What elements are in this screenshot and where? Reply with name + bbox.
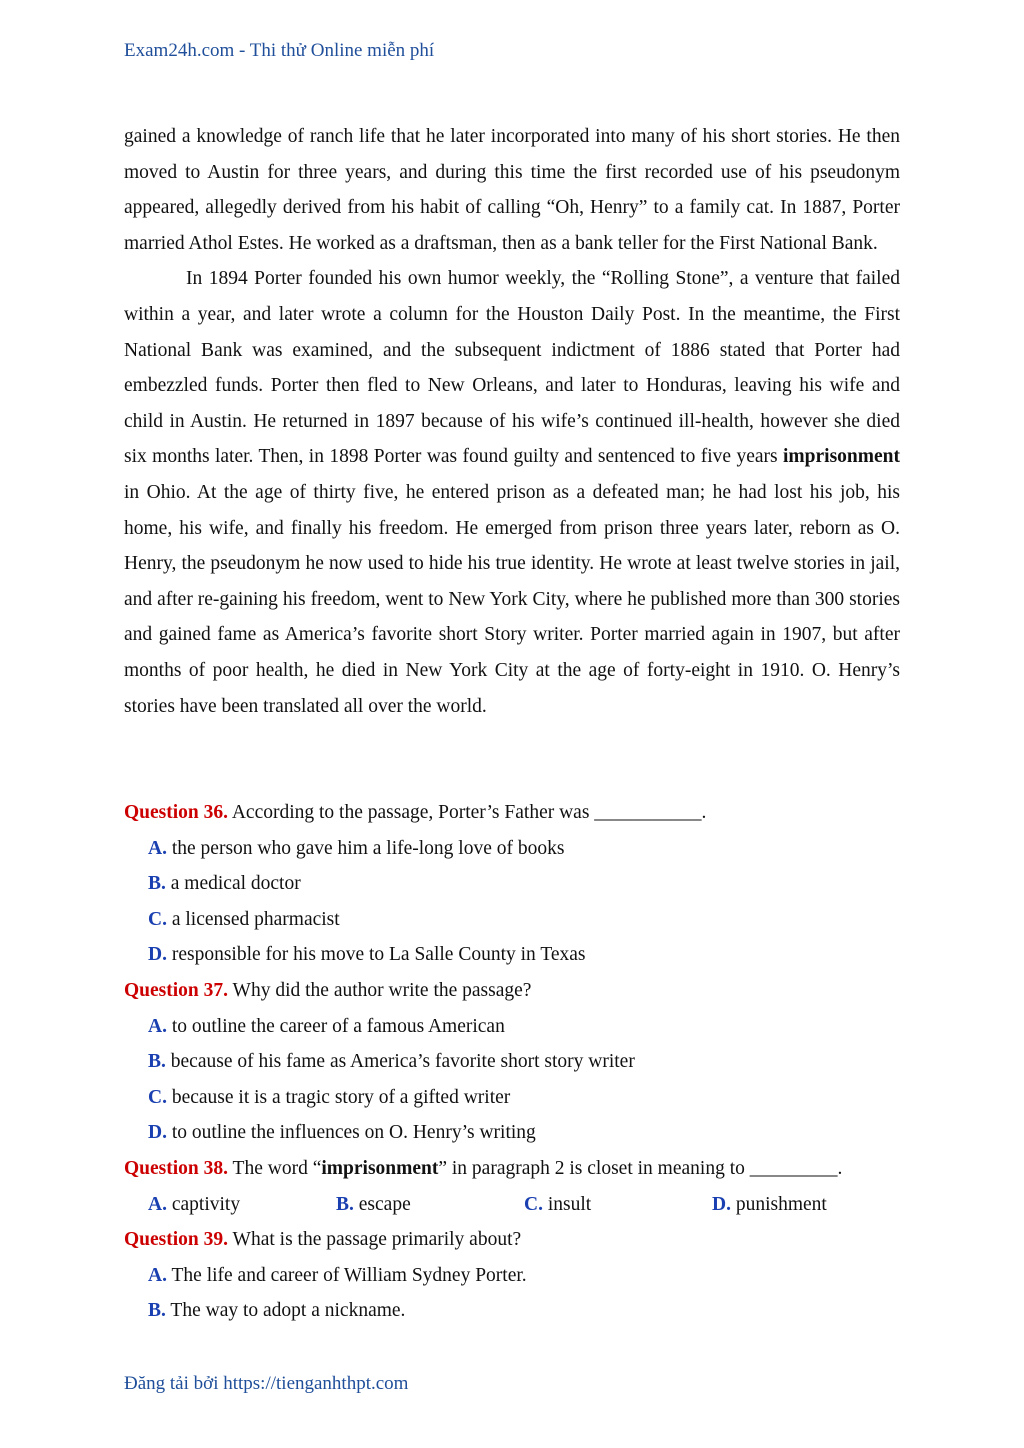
page-header: Exam24h.com - Thi thử Online miễn phí (124, 40, 435, 61)
question-label: Question 38. (124, 1157, 229, 1179)
option-37-c[interactable]: C. because it is a tragic story of a gifted writer (148, 1086, 511, 1108)
reading-passage (124, 119, 900, 724)
passage-p2-before: In 1894 Porter founded his own humor weekly, the “Rolling Stone”, a venture that failed within a year, and later wrote a column for the Houston Daily Post. In the meantime, the First National Bank was examined, and the subsequent indictment of 1886 stated that Porter had embezzled funds. Porter then fled to New Orleans, and later to Honduras, leaving his wife and child in Austin. He returned in 1897 because of his wife’s continued ill-health, however she died six months later. Then, in 1898 Porter was found guilty and sentenced to five years (124, 268, 900, 468)
question-36 (124, 795, 900, 831)
passage-paragraph-2 (124, 261, 900, 724)
question-list (124, 795, 900, 1329)
question-label: Question 37. (124, 979, 229, 1001)
options-row-38 (124, 1187, 900, 1223)
option-37-a[interactable]: A. to outline the career of a famous American (148, 1015, 505, 1037)
question-37 (124, 973, 900, 1009)
question-38: Question 38. The word “imprisonment” in paragraph 2 is closet in meaning to _________. (124, 1157, 843, 1179)
option-36-d[interactable]: D. responsible for his move to La Salle County in Texas (148, 944, 586, 966)
option-38-b[interactable]: B. escape (336, 1193, 411, 1215)
question-label: Question 36. (124, 802, 229, 823)
passage-p2-after: in Ohio. At the age of thirty five, he entered prison as a defeated man; he had lost his job, his home, his wife, and finally his freedom. He emerged from prison three years later, reborn as O. Henry, the pseudonym he now used to hide his true identity. He wrote at least twelve stories in jail, and after re-gaining his freedom, went to New York City, where he published more than 300 stories and gained fame as America’s favorite short Story writer. Porter married again in 1907, but after months of poor health, he died in New York City at the age of forty-eight in 1910. O. Henry’s stories have been translated all over the world. (124, 481, 900, 717)
option-38-d[interactable]: D. punishment (712, 1193, 827, 1215)
passage-paragraph-1: gained a knowledge of ranch life that he later incorporated into many of his short stories. He then moved to Austin for three years, and during this time the first recorded use of his pseudonym appeared, allegedly derived from his habit of calling “Oh, Henry” to a family cat. In 1887, Porter married Athol Estes. He worked as a draftsman, then as a bank teller for the First National Bank. (124, 126, 900, 254)
question-text: According to the passage, Porter’s Father was ___________. (231, 802, 707, 823)
option-36-c[interactable]: C. a licensed pharmacist (148, 908, 340, 930)
question-text: What is the passage primarily about? (232, 1229, 522, 1251)
question-keyword: imprisonment (321, 1157, 439, 1179)
option-38-a[interactable]: A. captivity (148, 1193, 241, 1215)
question-text: Why did the author write the passage? (232, 979, 532, 1001)
option-38-c[interactable]: C. insult (524, 1193, 592, 1215)
question-label: Question 39. (124, 1229, 229, 1251)
option-37-d[interactable]: D. to outline the influences on O. Henry’s writing (148, 1122, 536, 1144)
option-39-a[interactable]: A. The life and career of William Sydney Porter. (148, 1264, 527, 1286)
question-39 (124, 1222, 900, 1258)
passage-keyword-imprisonment: imprisonment (783, 446, 901, 468)
option-36-b[interactable]: B. a medical doctor (148, 873, 301, 895)
page-footer[interactable]: Đăng tải bởi https://tienganhthpt.com (124, 1373, 409, 1394)
option-39-b[interactable]: B. The way to adopt a nickname. (148, 1300, 406, 1322)
option-36-a[interactable]: A. the person who gave him a life-long love of books (148, 837, 565, 859)
option-37-b[interactable]: B. because of his fame as America’s favorite short story writer (148, 1051, 635, 1073)
